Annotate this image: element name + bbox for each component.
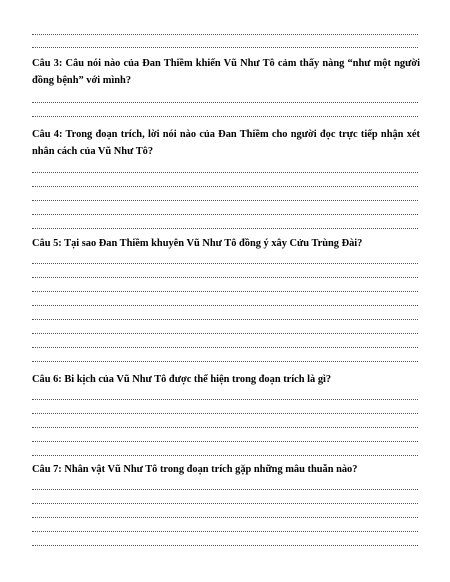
question-5: Câu 5: Tại sao Đan Thiềm khuyên Vũ Như Tô đồng ý xây Cửu Trùng Đài?: [32, 238, 363, 249]
answer-line: [32, 24, 418, 35]
answer-line: [32, 535, 418, 546]
answer-line: [32, 389, 418, 400]
answer-line: [32, 295, 418, 306]
answer-line: [32, 204, 418, 215]
answer-line: [32, 37, 418, 48]
answer-line: [32, 323, 418, 334]
answer-line: [32, 507, 418, 518]
answer-line: [32, 479, 418, 490]
answer-line: [32, 521, 418, 532]
question-6: Câu 6: Bi kịch của Vũ Như Tô được thể hiện trong đoạn trích là gì?: [32, 374, 332, 385]
answer-line: [32, 281, 418, 292]
answer-line: [32, 190, 418, 201]
answer-line: [32, 176, 418, 187]
question-4: Câu 4: Trong đoạn trích, lời nói nào của Đan Thiềm cho người đọc trực tiếp nhận xét nhân cách của Vũ Như Tô?: [32, 129, 420, 157]
answer-line: [32, 267, 418, 278]
answer-line: [32, 445, 418, 456]
answer-line: [32, 92, 418, 103]
question-3: Câu 3: Câu nói nào của Đan Thiềm khiến Vũ Như Tô cảm thấy nàng “như một người đồng bệnh” với mình?: [32, 58, 420, 86]
answer-line: [32, 493, 418, 504]
answer-line: [32, 253, 418, 264]
answer-line: [32, 106, 418, 117]
answer-line: [32, 351, 418, 362]
answer-line: [32, 309, 418, 320]
answer-line: [32, 162, 418, 173]
answer-line: [32, 218, 418, 229]
answer-line: [32, 417, 418, 428]
answer-line: [32, 337, 418, 348]
question-7: Câu 7: Nhân vật Vũ Như Tô trong đoạn trích gặp những mâu thuẫn nào?: [32, 464, 358, 475]
answer-line: [32, 431, 418, 442]
answer-line: [32, 403, 418, 414]
